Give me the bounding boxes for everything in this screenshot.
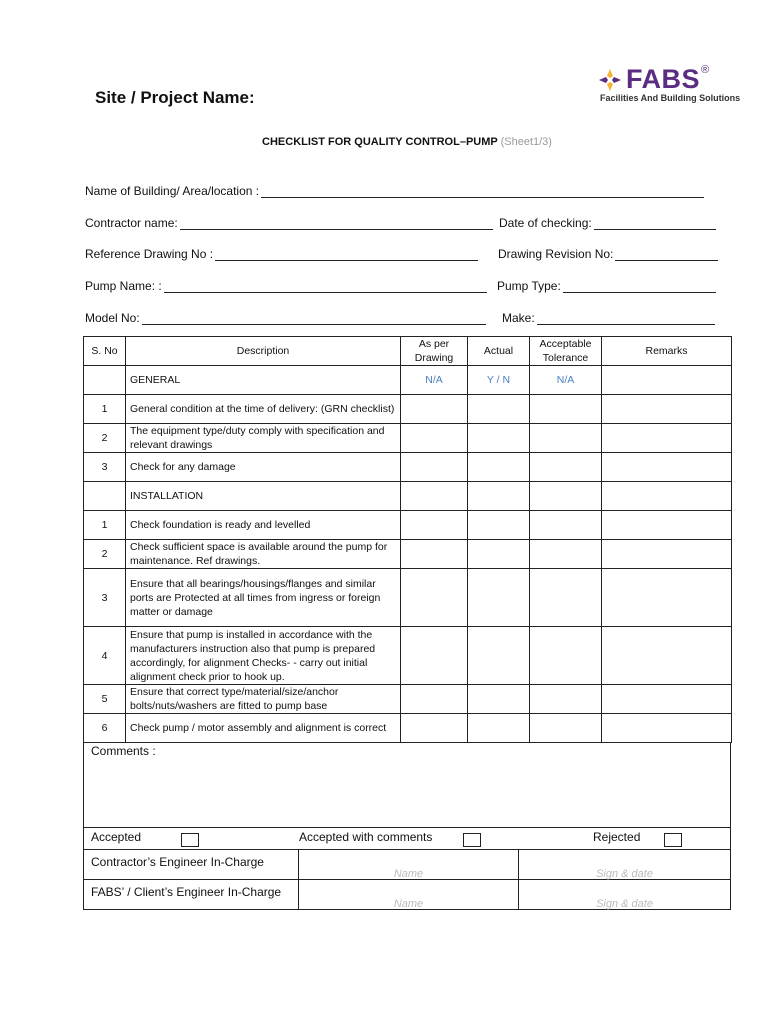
row-tolerance-cell[interactable] bbox=[530, 482, 602, 511]
row-sno: 4 bbox=[84, 627, 126, 685]
table-row bbox=[84, 482, 732, 511]
row-actual-cell[interactable] bbox=[468, 714, 530, 743]
reference-drawing-line[interactable] bbox=[215, 249, 478, 261]
row-drawing-cell[interactable] bbox=[401, 395, 468, 424]
row-sno: 2 bbox=[84, 424, 126, 453]
site-project-name-label: Site / Project Name: bbox=[95, 88, 255, 107]
pump-type-label: Pump Type: bbox=[497, 279, 561, 293]
table-row bbox=[84, 685, 732, 714]
contractor-engineer-label: Contractor’s Engineer In-Charge bbox=[84, 850, 299, 879]
row-sno: 1 bbox=[84, 511, 126, 540]
row-tolerance-cell[interactable] bbox=[530, 395, 602, 424]
reference-drawing-label: Reference Drawing No : bbox=[85, 247, 214, 261]
document-title-text: CHECKLIST FOR QUALITY CONTROL–PUMP bbox=[262, 136, 498, 148]
row-description: Check foundation is ready and levelled bbox=[126, 511, 401, 540]
date-checking-field[interactable] bbox=[499, 216, 716, 230]
table-row bbox=[84, 453, 732, 482]
row-tolerance-cell[interactable] bbox=[530, 685, 602, 714]
row-drawing-cell[interactable] bbox=[401, 627, 468, 685]
row-sno: 3 bbox=[84, 569, 126, 627]
pump-name-label: Pump Name: : bbox=[85, 279, 162, 293]
row-remarks-cell[interactable] bbox=[602, 511, 732, 540]
general-actual[interactable]: Y / N bbox=[468, 366, 530, 395]
contractor-engineer-row bbox=[84, 850, 730, 879]
row-remarks-cell[interactable] bbox=[602, 482, 732, 511]
logo-tagline: Facilities And Building Solutions bbox=[600, 93, 741, 103]
accepted-with-comments-label: Accepted with comments bbox=[299, 830, 433, 844]
row-actual-cell[interactable] bbox=[468, 511, 530, 540]
document-title bbox=[0, 136, 768, 148]
building-field[interactable] bbox=[85, 184, 704, 198]
registered-mark: ® bbox=[701, 63, 710, 76]
row-actual-cell[interactable] bbox=[468, 482, 530, 511]
comments-box[interactable] bbox=[84, 742, 730, 828]
row-sno: 3 bbox=[84, 453, 126, 482]
contractor-field[interactable] bbox=[85, 216, 493, 230]
client-engineer-row bbox=[84, 879, 730, 909]
row-actual-cell[interactable] bbox=[468, 395, 530, 424]
header-actual: Actual bbox=[468, 337, 530, 366]
row-drawing-cell[interactable] bbox=[401, 714, 468, 743]
table-row bbox=[84, 511, 732, 540]
contractor-name-cell[interactable] bbox=[299, 850, 519, 879]
make-label: Make: bbox=[502, 311, 535, 325]
row-tolerance-cell[interactable] bbox=[530, 569, 602, 627]
client-engineer-label: FABS’ / Client’s Engineer In-Charge bbox=[84, 880, 299, 909]
row-remarks-cell[interactable] bbox=[602, 453, 732, 482]
row-sno: 5 bbox=[84, 685, 126, 714]
table-row bbox=[84, 627, 732, 685]
row-actual-cell[interactable] bbox=[468, 540, 530, 569]
row-description: Ensure that correct type/material/size/anchor bolts/nuts/washers are fitted to pump base bbox=[126, 685, 401, 714]
reference-drawing-field[interactable] bbox=[85, 247, 478, 261]
row-sno bbox=[84, 482, 126, 511]
approval-section bbox=[83, 742, 731, 910]
row-drawing-cell[interactable] bbox=[401, 685, 468, 714]
row-actual-cell[interactable] bbox=[468, 685, 530, 714]
rejected-label: Rejected bbox=[593, 830, 641, 844]
row-tolerance-cell[interactable] bbox=[530, 714, 602, 743]
general-tolerance[interactable]: N/A bbox=[530, 366, 602, 395]
row-sno: 2 bbox=[84, 540, 126, 569]
general-remarks[interactable] bbox=[602, 366, 732, 395]
row-drawing-cell[interactable] bbox=[401, 511, 468, 540]
general-drawing[interactable]: N/A bbox=[401, 366, 468, 395]
row-sno: 1 bbox=[84, 395, 126, 424]
drawing-revision-field[interactable] bbox=[498, 247, 718, 261]
row-remarks-cell[interactable] bbox=[602, 685, 732, 714]
row-remarks-cell[interactable] bbox=[602, 540, 732, 569]
make-field[interactable] bbox=[502, 311, 715, 325]
accepted-with-comments-checkbox[interactable] bbox=[463, 833, 481, 847]
row-actual-cell[interactable] bbox=[468, 627, 530, 685]
row-remarks-cell[interactable] bbox=[602, 714, 732, 743]
model-no-line[interactable] bbox=[142, 313, 486, 325]
row-description: Check for any damage bbox=[126, 453, 401, 482]
section-installation: INSTALLATION bbox=[126, 482, 401, 511]
accepted-label: Accepted bbox=[91, 830, 142, 844]
client-sign-cell[interactable] bbox=[519, 880, 730, 909]
contractor-line[interactable] bbox=[180, 218, 493, 230]
row-drawing-cell[interactable] bbox=[401, 424, 468, 453]
header-acceptable-tolerance: Acceptable Tolerance bbox=[530, 337, 602, 366]
row-drawing-cell[interactable] bbox=[401, 482, 468, 511]
row-actual-cell[interactable] bbox=[468, 569, 530, 627]
client-name-placeholder: Name bbox=[393, 898, 424, 910]
table-row bbox=[84, 540, 732, 569]
row-tolerance-cell[interactable] bbox=[530, 453, 602, 482]
row-tolerance-cell[interactable] bbox=[530, 627, 602, 685]
row-description: General condition at the time of delivery: (GRN checklist) bbox=[126, 395, 401, 424]
logo-name: FABS bbox=[626, 64, 701, 94]
row-description: Ensure that pump is installed in accordance with the manufacturers instruction also that pump is prepared accordingly, for alignment Checks- - carry out initial alignment check prior to hook up. bbox=[126, 627, 401, 685]
row-description: Check sufficient space is available around the pump for maintenance. Ref drawings. bbox=[126, 540, 401, 569]
date-checking-line[interactable] bbox=[594, 218, 716, 230]
row-actual-cell[interactable] bbox=[468, 453, 530, 482]
table-row bbox=[84, 395, 732, 424]
table-row bbox=[84, 424, 732, 453]
table-row bbox=[84, 569, 732, 627]
row-description: The equipment type/duty comply with specification and relevant drawings bbox=[126, 424, 401, 453]
row-drawing-cell[interactable] bbox=[401, 569, 468, 627]
client-sign-placeholder: Sign & date bbox=[596, 898, 653, 910]
table-row bbox=[84, 366, 732, 395]
building-line[interactable] bbox=[261, 186, 704, 198]
acceptance-row bbox=[84, 828, 730, 850]
sheet-number: (Sheet1/3) bbox=[500, 136, 552, 148]
pump-name-field[interactable] bbox=[85, 279, 487, 293]
header-remarks: Remarks bbox=[602, 337, 732, 366]
row-remarks-cell[interactable] bbox=[602, 569, 732, 627]
header-as-per-drawing: As per Drawing bbox=[401, 337, 468, 366]
model-no-field[interactable] bbox=[85, 311, 486, 325]
contractor-label: Contractor name: bbox=[85, 216, 178, 230]
section-general: GENERAL bbox=[126, 366, 401, 395]
row-sno: 6 bbox=[84, 714, 126, 743]
drawing-revision-label: Drawing Revision No: bbox=[498, 247, 614, 261]
model-no-label: Model No: bbox=[85, 311, 140, 325]
contractor-name-placeholder: Name bbox=[393, 868, 424, 880]
building-label: Name of Building/ Area/location : bbox=[85, 184, 260, 198]
table-header-row bbox=[84, 337, 732, 366]
row-description: Check pump / motor assembly and alignment is correct bbox=[126, 714, 401, 743]
make-line[interactable] bbox=[537, 313, 715, 325]
row-tolerance-cell[interactable] bbox=[530, 540, 602, 569]
pump-type-field[interactable] bbox=[497, 279, 716, 293]
table-row bbox=[84, 714, 732, 743]
row-tolerance-cell[interactable] bbox=[530, 424, 602, 453]
header-sno: S. No bbox=[84, 337, 126, 366]
row-remarks-cell[interactable] bbox=[602, 424, 732, 453]
fabs-logo bbox=[598, 63, 741, 103]
date-checking-label: Date of checking: bbox=[499, 216, 592, 230]
row-drawing-cell[interactable] bbox=[401, 540, 468, 569]
pump-type-line[interactable] bbox=[563, 281, 716, 293]
contractor-sign-placeholder: Sign & date bbox=[596, 868, 653, 880]
checklist-table bbox=[83, 336, 732, 743]
row-remarks-cell[interactable] bbox=[602, 395, 732, 424]
fabs-cross-icon bbox=[598, 68, 622, 92]
header-description: Description bbox=[126, 337, 401, 366]
drawing-revision-line[interactable] bbox=[615, 249, 718, 261]
row-sno bbox=[84, 366, 126, 395]
row-tolerance-cell[interactable] bbox=[530, 511, 602, 540]
row-drawing-cell[interactable] bbox=[401, 453, 468, 482]
row-actual-cell[interactable] bbox=[468, 424, 530, 453]
accepted-checkbox[interactable] bbox=[181, 833, 199, 847]
pump-name-line[interactable] bbox=[164, 281, 487, 293]
comments-label: Comments : bbox=[91, 744, 156, 758]
contractor-sign-cell[interactable] bbox=[519, 850, 730, 879]
rejected-checkbox[interactable] bbox=[664, 833, 682, 847]
row-remarks-cell[interactable] bbox=[602, 627, 732, 685]
client-name-cell[interactable] bbox=[299, 880, 519, 909]
row-description: Ensure that all bearings/housings/flanges and similar ports are Protected at all times from ingress or foreign matter or damage bbox=[126, 569, 401, 627]
